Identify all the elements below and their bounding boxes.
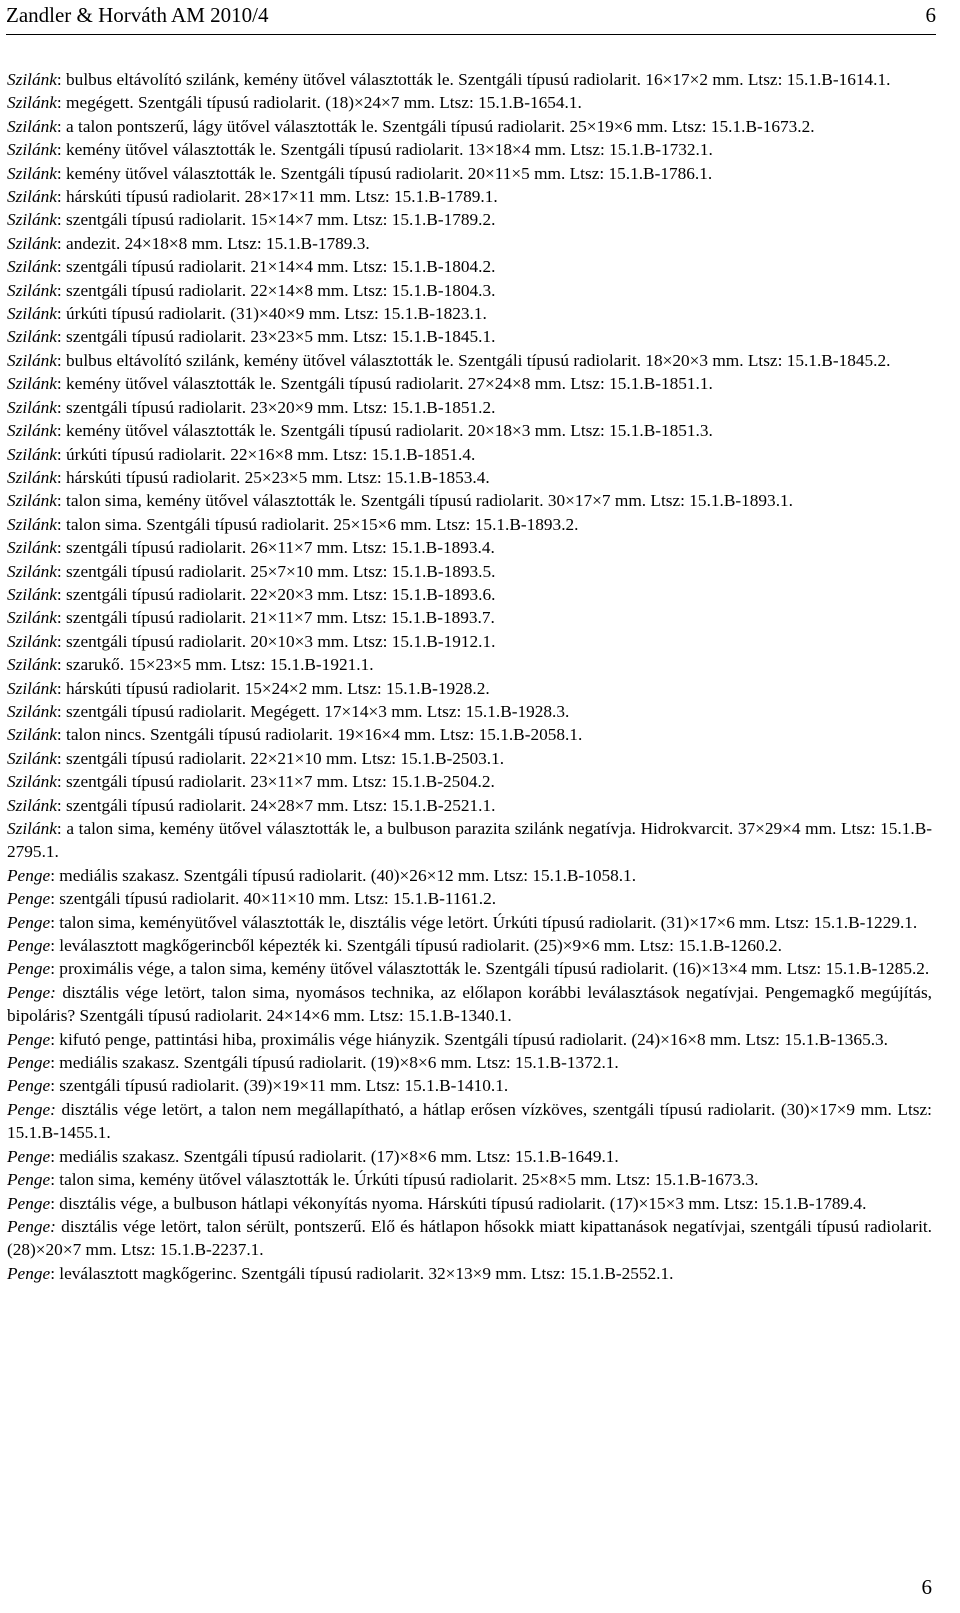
catalogue-entry [7,981,932,1028]
footer-page-number: 6 [921,1575,932,1599]
catalogue-entry [7,653,932,676]
entry-description: : úrkúti típusú radiolarit. (31)×40×9 mm. Ltsz: 15.1.B-1823.1. [56,304,487,324]
entry-type-label: Penge: [7,1099,56,1119]
entry-type-label: Penge [7,865,51,885]
entry-type-label: Szilánk [7,678,57,698]
catalogue-entry [7,630,932,653]
catalogue-entry [7,255,932,278]
entry-description: : úrkúti típusú radiolarit. 22×16×8 mm. Ltsz: 15.1.B-1851.4. [56,444,476,464]
catalogue-entry [7,1192,932,1215]
catalogue-entry [7,1262,932,1285]
entry-type-label: Penge [7,1053,51,1073]
catalogue-entry [7,419,932,442]
entry-description: : szentgáli típusú radiolarit. 15×14×7 mm. Ltsz: 15.1.B-1789.2. [56,210,496,230]
entry-type-label: Szilánk [7,444,57,464]
entry-type-label: Szilánk [7,491,57,511]
catalogue-entry [7,115,932,138]
header-page-number: 6 [925,3,936,27]
entry-type-label: Szilánk [7,514,57,534]
entry-description: : szentgáli típusú radiolarit. 24×28×7 mm. Ltsz: 15.1.B-2521.1. [56,795,496,815]
catalogue-entry [7,583,932,606]
entry-description: disztális vége letört, talon sérült, pontszerű. Elő és hátlapon hősokk miatt kipattanások negatívjai, szentgáli típusú radiolarit. (28)×20×7 mm. Ltsz: 15.1.B-2237.1. [7,1216,932,1260]
entry-description: : szentgáli típusú radiolarit. 40×11×10 mm. Ltsz: 15.1.B-1161.2. [50,889,497,909]
entry-description: : szarukő. 15×23×5 mm. Ltsz: 15.1.B-1921.1. [56,655,374,675]
entry-description: : talon sima, keményütővel választották le, disztális vége letört. Úrkúti típusú radiolarit. (31)×17×6 mm. Ltsz: 15.1.B-1229.1. [50,912,918,932]
catalogue-entry [7,934,932,957]
catalogue-entry [7,513,932,536]
entry-description: : talon sima, kemény ütővel választották le. Úrkúti típusú radiolarit. 25×8×5 mm. Ltsz: 15.1.B-1673.3. [50,1170,759,1190]
catalogue-entry [7,887,932,910]
catalogue-entry [7,443,932,466]
entry-description: : leválasztott magkőgerinc. Szentgáli típusú radiolarit. 32×13×9 mm. Ltsz: 15.1.B-2552.1. [50,1263,674,1283]
entry-type-label: Penge [7,959,51,979]
catalogue-entry [7,606,932,629]
entry-type-label: Szilánk [7,374,57,394]
entry-type-label: Penge [7,1076,51,1096]
entry-type-label: Szilánk [7,538,57,558]
entry-type-label: Penge [7,1170,51,1190]
entry-description: : talon nincs. Szentgáli típusú radiolarit. 19×16×4 mm. Ltsz: 15.1.B-2058.1. [56,725,583,745]
catalogue-entry [7,700,932,723]
entry-description: : talon sima, kemény ütővel választották le. Szentgáli típusú radiolarit. 30×17×7 mm. Ltsz: 15.1.B-1893.1. [56,491,793,511]
entry-description: : disztális vége, a bulbuson hátlapi vékonyítás nyoma. Hárskúti típusú radiolarit. (17)×15×3 mm. Ltsz: 15.1.B-1789.4. [50,1193,867,1213]
entry-type-label: Szilánk [7,187,57,207]
entry-type-label: Penge [7,1029,51,1049]
entry-description: : szentgáli típusú radiolarit. 21×11×7 mm. Ltsz: 15.1.B-1893.7. [56,608,495,628]
entry-description: : szentgáli típusú radiolarit. 22×14×8 mm. Ltsz: 15.1.B-1804.3. [56,280,496,300]
entry-type-label: Penge [7,936,51,956]
entry-description: : megégett. Szentgáli típusú radiolarit. (18)×24×7 mm. Ltsz: 15.1.B-1654.1. [56,93,582,113]
entry-description: : bulbus eltávolító szilánk, kemény ütővel választották le. Szentgáli típusú radiolarit. 18×20×3 mm. Ltsz: 15.1.B-1845.2. [56,350,891,370]
entry-type-label: Penge [7,912,51,932]
entry-description: : szentgáli típusú radiolarit. 22×20×3 mm. Ltsz: 15.1.B-1893.6. [56,584,496,604]
catalogue-entry [7,560,932,583]
catalogue-entry [7,864,932,887]
catalogue-entry [7,396,932,419]
entry-description: : szentgáli típusú radiolarit. 23×11×7 mm. Ltsz: 15.1.B-2504.2. [56,772,495,792]
entry-type-label: Penge: [7,1216,56,1236]
entry-type-label: Szilánk [7,233,57,253]
entry-type-label: Szilánk [7,397,57,417]
entry-description: : szentgáli típusú radiolarit. (39)×19×11 mm. Ltsz: 15.1.B-1410.1. [50,1076,509,1096]
entry-type-label: Szilánk [7,140,57,160]
entry-type-label: Szilánk [7,327,57,347]
entry-type-label: Szilánk [7,655,57,675]
entry-description: : szentgáli típusú radiolarit. 25×7×10 mm. Ltsz: 15.1.B-1893.5. [56,561,496,581]
entry-description: : szentgáli típusú radiolarit. 23×20×9 mm. Ltsz: 15.1.B-1851.2. [56,397,496,417]
catalogue-entry [7,325,932,348]
catalogue-entry [7,232,932,255]
entry-type-label: Szilánk [7,748,57,768]
entry-description: : mediális szakasz. Szentgáli típusú radiolarit. (40)×26×12 mm. Ltsz: 15.1.B-1058.1. [50,865,637,885]
entry-type-label: Szilánk [7,467,57,487]
catalogue-entry [7,466,932,489]
entry-type-label: Szilánk [7,561,57,581]
catalogue-entries [7,68,932,1285]
catalogue-entry [7,957,932,980]
entry-description: : proximális vége, a talon sima, kemény ütővel választották le. Szentgáli típusú radiolarit. (16)×13×4 mm. Ltsz: 15.1.B-1285.2. [50,959,930,979]
entry-type-label: Szilánk [7,210,57,230]
entry-type-label: Szilánk [7,795,57,815]
catalogue-entry [7,747,932,770]
entry-description: : szentgáli típusú radiolarit. 22×21×10 mm. Ltsz: 15.1.B-2503.1. [56,748,505,768]
entry-description: : leválasztott magkőgerincből képezték ki. Szentgáli típusú radiolarit. (25)×9×6 mm. Ltsz: 15.1.B-1260.2. [50,936,782,956]
entry-description: : kifutó penge, pattintási hiba, proximális vége hiányzik. Szentgáli típusú radiolarit. (24)×16×8 mm. Ltsz: 15.1.B-1365.3. [50,1029,888,1049]
entry-type-label: Penge: [7,982,56,1002]
entry-description: : hárskúti típusú radiolarit. 25×23×5 mm. Ltsz: 15.1.B-1853.4. [56,467,490,487]
entry-type-label: Szilánk [7,257,57,277]
entry-type-label: Szilánk [7,70,57,89]
entry-type-label: Szilánk [7,93,57,113]
entry-description: : szentgáli típusú radiolarit. 23×23×5 mm. Ltsz: 15.1.B-1845.1. [56,327,496,347]
entry-type-label: Szilánk [7,584,57,604]
entry-type-label: Penge [7,1263,51,1283]
running-title: Zandler & Horváth AM 2010/4 [6,3,269,27]
catalogue-entry [7,1028,932,1051]
entry-description: : kemény ütővel választották le. Szentgáli típusú radiolarit. 27×24×8 mm. Ltsz: 15.1.B-1851.1. [56,374,713,394]
entry-description: : a talon pontszerű, lágy ütővel választották le. Szentgáli típusú radiolarit. 25×19×6 mm. Ltsz: 15.1.B-1673.2. [56,116,815,136]
entry-type-label: Penge [7,1146,51,1166]
entry-type-label: Szilánk [7,163,57,183]
entry-type-label: Szilánk [7,350,57,370]
entry-description: : hárskúti típusú radiolarit. 15×24×2 mm. Ltsz: 15.1.B-1928.2. [56,678,490,698]
catalogue-entry [7,68,932,91]
entry-type-label: Szilánk [7,631,57,651]
entry-description: : kemény ütővel választották le. Szentgáli típusú radiolarit. 13×18×4 mm. Ltsz: 15.1.B-1732.1. [56,140,713,160]
entry-type-label: Szilánk [7,116,57,136]
catalogue-entry [7,1215,932,1262]
catalogue-entry [7,536,932,559]
catalogue-entry [7,489,932,512]
catalogue-entry [7,372,932,395]
catalogue-entry [7,1168,932,1191]
catalogue-entry [7,911,932,934]
entry-description: disztális vége letört, talon sima, nyomásos technika, az előlapon korábbi leválasztások negatívjai. Pengemagkő megújítás, bipoláris? Szentgáli típusú radiolarit. 24×14×6 mm. Ltsz: 15.1.B-1340.1. [7,982,932,1026]
entry-description: : kemény ütővel választották le. Szentgáli típusú radiolarit. 20×11×5 mm. Ltsz: 15.1.B-1786.1. [56,163,713,183]
catalogue-entry [7,91,932,114]
catalogue-entry [7,723,932,746]
entry-description: : talon sima. Szentgáli típusú radiolarit. 25×15×6 mm. Ltsz: 15.1.B-1893.2. [56,514,579,534]
entry-type-label: Szilánk [7,280,57,300]
catalogue-entry [7,185,932,208]
catalogue-entry [7,677,932,700]
entry-type-label: Szilánk [7,701,57,721]
catalogue-entry [7,794,932,817]
entry-description: : mediális szakasz. Szentgáli típusú radiolarit. (17)×8×6 mm. Ltsz: 15.1.B-1649.1. [50,1146,619,1166]
catalogue-entry [7,208,932,231]
entry-description: : szentgáli típusú radiolarit. Megégett. 17×14×3 mm. Ltsz: 15.1.B-1928.3. [56,701,570,721]
catalogue-entry [7,770,932,793]
entry-description: : a talon sima, kemény ütővel választották le, a bulbuson parazita szilánk negatívja. Hidrokvarcit. 37×29×4 mm. Ltsz: 15.1.B-2795.1. [7,819,932,862]
entry-type-label: Szilánk [7,725,57,745]
catalogue-entry [7,1145,932,1168]
entry-description: : szentgáli típusú radiolarit. 26×11×7 mm. Ltsz: 15.1.B-1893.4. [56,538,495,558]
catalogue-entry [7,1051,932,1074]
catalogue-entry [7,162,932,185]
entry-type-label: Penge [7,1193,51,1213]
catalogue-entry [7,1074,932,1097]
entry-description: : mediális szakasz. Szentgáli típusú radiolarit. (19)×8×6 mm. Ltsz: 15.1.B-1372.1. [50,1053,619,1073]
entry-type-label: Penge [7,889,51,909]
entry-description: : szentgáli típusú radiolarit. 21×14×4 mm. Ltsz: 15.1.B-1804.2. [56,257,496,277]
catalogue-entry [7,302,932,325]
catalogue-entry [7,349,932,372]
entry-type-label: Szilánk [7,304,57,324]
entry-description: : bulbus eltávolító szilánk, kemény ütővel választották le. Szentgáli típusú radiolarit. 16×17×2 mm. Ltsz: 15.1.B-1614.1. [56,70,891,89]
catalogue-entry [7,817,932,864]
entry-description: : hárskúti típusú radiolarit. 28×17×11 mm. Ltsz: 15.1.B-1789.1. [56,187,498,207]
catalogue-entry [7,1098,932,1145]
entry-description: disztális vége letört, a talon nem megállapítható, a hátlap erősen vízköves, szentgáli típusú radiolarit. (30)×17×9 mm. Ltsz: 15.1.B-1455.1. [7,1099,932,1143]
entry-type-label: Szilánk [7,819,57,838]
entry-type-label: Szilánk [7,421,57,441]
page-header [6,0,936,35]
entry-type-label: Szilánk [7,772,57,792]
catalogue-entry [7,138,932,161]
catalogue-entry [7,279,932,302]
entry-description: : szentgáli típusú radiolarit. 20×10×3 mm. Ltsz: 15.1.B-1912.1. [56,631,496,651]
entry-description: : kemény ütővel választották le. Szentgáli típusú radiolarit. 20×18×3 mm. Ltsz: 15.1.B-1851.3. [56,421,713,441]
entry-type-label: Szilánk [7,608,57,628]
entry-description: : andezit. 24×18×8 mm. Ltsz: 15.1.B-1789.3. [56,233,370,253]
